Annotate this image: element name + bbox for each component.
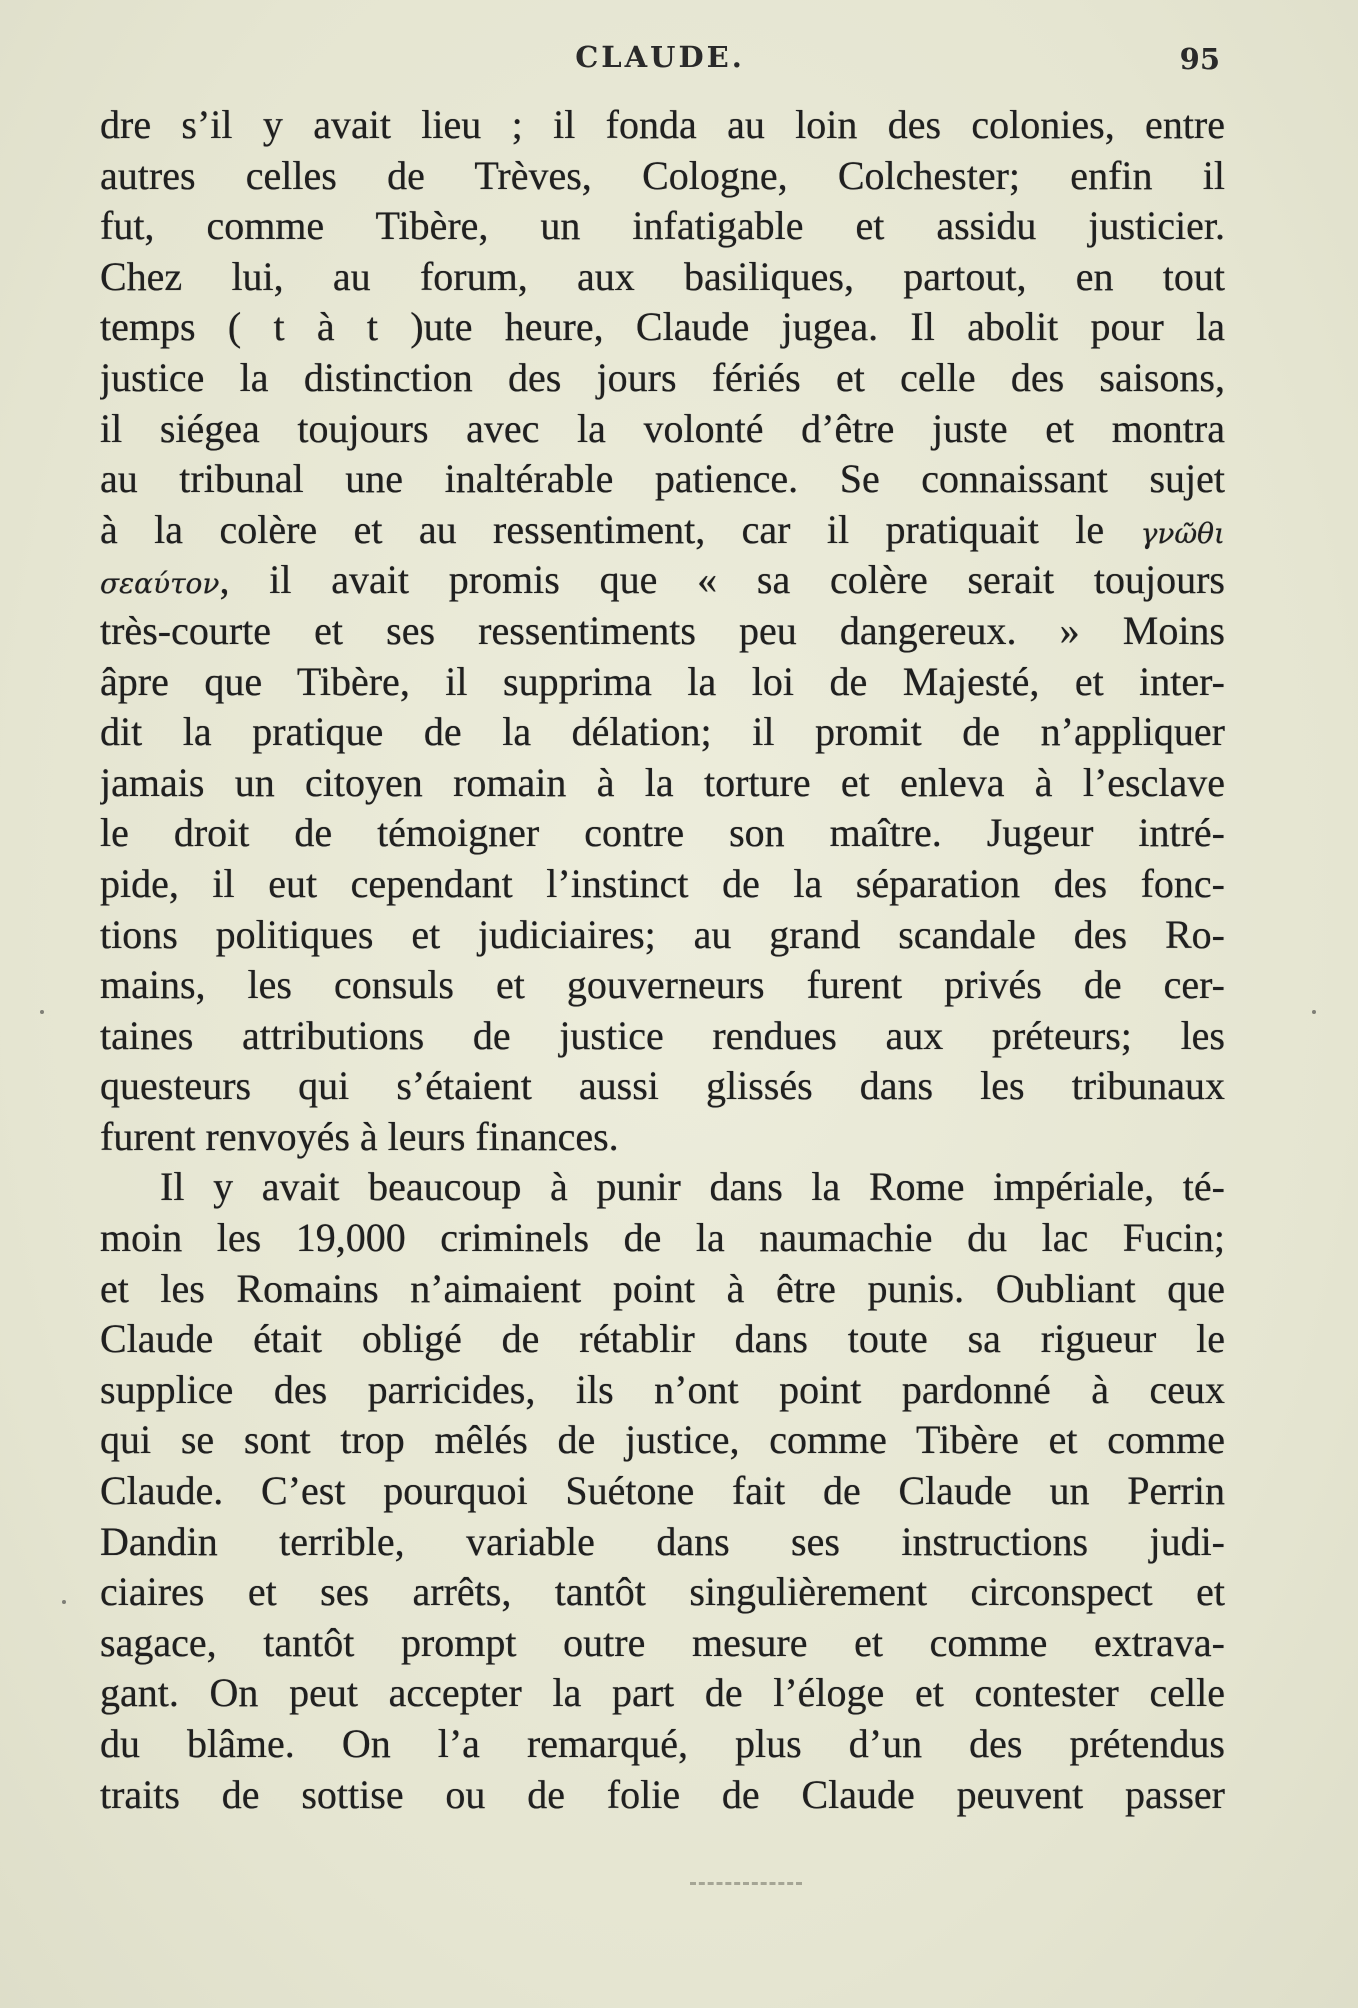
text-line: furent renvoyés à leurs finances. — [100, 1113, 619, 1159]
greek-phrase: γνῶθι — [1140, 516, 1225, 550]
text-line: il siégea toujours avec la volonté d’être juste et montra — [100, 405, 1225, 451]
text-line: Il y avait beaucoup à punir dans la Rome impériale, té- — [160, 1164, 1225, 1210]
text-line: taines attributions de justice rendues aux préteurs; les — [100, 1012, 1225, 1058]
text-line — [100, 555, 1225, 606]
text-line: temps ( t à t )ute heure, Claude jugea. Il abolit pour la — [100, 304, 1225, 350]
text-line: qui se sont trop mêlés de justice, comme Tibère et comme — [100, 1417, 1225, 1463]
text-line: sagace, tantôt prompt outre mesure et comme extrava- — [100, 1619, 1225, 1665]
text-line: Chez lui, au forum, aux basiliques, partout, en tout — [100, 253, 1225, 299]
text-fragment: , il avait promis que « sa colère serait toujours — [219, 557, 1225, 603]
text-line: ciaires et ses arrêts, tantôt singulièrement circonspect et — [100, 1569, 1225, 1615]
text-line: moin les 19,000 criminels de la naumachie du lac Fucin; — [100, 1215, 1225, 1261]
paper-speck — [1312, 1010, 1316, 1014]
text-line: très-courte et ses ressentiments peu dangereux. » Moins — [100, 607, 1225, 653]
text-line: dit la pratique de la délation; il promit de n’appliquer — [100, 709, 1225, 755]
text-line: tions politiques et judiciaires; au grand scandale des Ro- — [100, 911, 1225, 957]
text-line: le droit de témoigner contre son maître. Jugeur intré- — [100, 810, 1225, 856]
text-fragment: à la colère et au ressentiment, car il pratiquait le — [100, 506, 1105, 552]
text-line: du blâme. On l’a remarqué, plus d’un des prétendus — [100, 1721, 1225, 1766]
text-line: au tribunal une inaltérable patience. Se connaissant sujet — [100, 456, 1225, 502]
text-line: âpre que Tibère, il supprima la loi de Majesté, et inter- — [100, 658, 1225, 704]
text-line: supplice des parricides, ils n’ont point pardonné à ceux — [100, 1366, 1225, 1412]
paper-speck — [62, 1600, 66, 1604]
text-line: gant. On peut accepter la part de l’éloge et contester celle — [100, 1670, 1225, 1716]
body-text — [100, 100, 1225, 1820]
text-line: mains, les consuls et gouverneurs furent privés de cer- — [100, 962, 1225, 1008]
bottom-smudge-mark — [690, 1882, 802, 1889]
text-line: Dandin terrible, variable dans ses instructions judi- — [100, 1518, 1225, 1564]
text-line: justice la distinction des jours fériés et celle des saisons, — [100, 354, 1225, 400]
text-line: pide, il eut cependant l’instinct de la séparation des fonc- — [100, 860, 1225, 906]
running-head — [100, 40, 1220, 80]
text-line: et les Romains n’aimaient point à être punis. Oubliant que — [100, 1265, 1225, 1311]
text-line: traits de sottise ou de folie de Claude peuvent passer — [100, 1771, 1225, 1817]
text-line: questeurs qui s’étaient aussi glissés dans les tribunaux — [100, 1063, 1225, 1109]
paper-speck — [40, 1010, 44, 1014]
chapter-title: CLAUDE. — [575, 40, 745, 74]
text-line — [100, 505, 1225, 556]
greek-phrase: σεαύτον — [100, 567, 220, 601]
page-number: 95 — [1179, 42, 1220, 76]
text-line: Claude. C’est pourquoi Suétone fait de Claude un Perrin — [100, 1468, 1225, 1514]
text-line: fut, comme Tibère, un infatigable et assidu justicier. — [100, 203, 1225, 249]
text-line: autres celles de Trèves, Cologne, Colchester; enfin il — [100, 152, 1225, 198]
text-line: Claude était obligé de rétablir dans toute sa rigueur le — [100, 1316, 1225, 1362]
text-line: jamais un citoyen romain à la torture et enleva à l’esclave — [100, 759, 1225, 805]
text-line: dre s’il y avait lieu ; il fonda au loin des colonies, entre — [100, 102, 1225, 147]
